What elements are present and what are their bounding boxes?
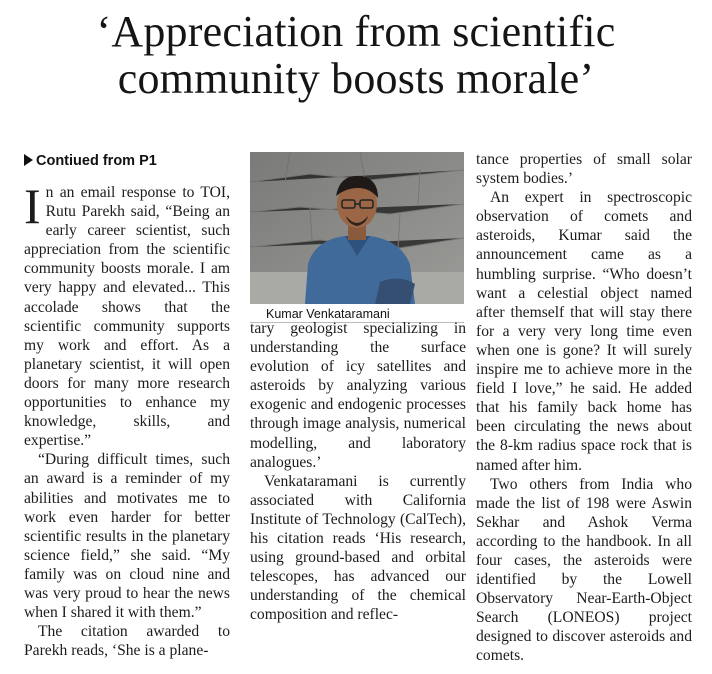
- headline: [0, 8, 712, 102]
- paragraph-5: Venkataramani is currently associated with California Institute of Technology (CalTech), his citation reads ‘His research, using ground-based and orbital telescopes, has advanced our understanding of the chemical composition and reflec-: [250, 472, 466, 624]
- column-3: [476, 150, 692, 666]
- paragraph-1: [24, 178, 230, 450]
- paragraph-7: An expert in spectroscopic observation of comets and asteroids, Kumar said the announcement came as a humbling surprise. “Who doesn’t want a celestial object named after themself that will stay there for a very very long time even when one is gone? It will surely inspire me to achieve more in the field I love,” he said. He added that his family back home has been circulating the news about the 8-km radius space rock that is named after him.: [476, 189, 692, 474]
- headline-line-1: ‘Appreciation from scientific: [96, 7, 616, 56]
- column-1: [24, 178, 230, 660]
- paragraph-8: Two others from India who made the list of 198 were Aswin Sekhar and Ashok Verma according to the handbook. In all four cases, the asteroids were identified by the Lowell Observatory Near-Earth-Object Search (LONEOS) project designed to discover asteroids and comets.: [476, 475, 692, 665]
- paragraph-6: tance properties of small solar system bodies.’: [476, 151, 692, 188]
- column-2: [250, 319, 466, 625]
- drop-cap: I: [24, 178, 41, 234]
- paragraph-4: tary geologist specializing in understanding the surface evolution of icy satellites and asteroids by analyzing various exogenic and endogenic processes through image analysis, numerical modelling, and laboratory analogues.’: [250, 320, 466, 471]
- portrait-photo-image: [250, 152, 464, 304]
- continued-text: Contiued from P1: [36, 153, 157, 169]
- continued-from-label: [24, 153, 157, 169]
- paragraph-1-text: n an email response to TOI, Rutu Parekh said, “Being an early career scientist, such appreciation from the scientific community boosts morale. I am very happy and elevated... This accolade shows that the scientific community supports my work and effort. As a planetary scientist, it will open doors for many more research opportunities to enhance my knowledge, skills, and expertise.”: [24, 184, 230, 450]
- photo-caption: Kumar Venkataramani: [266, 307, 390, 321]
- portrait-photo: [250, 152, 464, 304]
- paragraph-2: “During difficult times, such an award is a reminder of my abilities and motivates me to work even harder for better scientific results in the planetary science field,” she said. “My family was on cloud nine and was very proud to hear the news when I shared it with them.”: [24, 451, 230, 622]
- play-arrow-icon: [24, 154, 33, 166]
- paragraph-3: The citation awarded to Parekh reads, ‘She is a plane-: [24, 623, 230, 660]
- headline-line-2: community boosts morale’: [117, 54, 595, 103]
